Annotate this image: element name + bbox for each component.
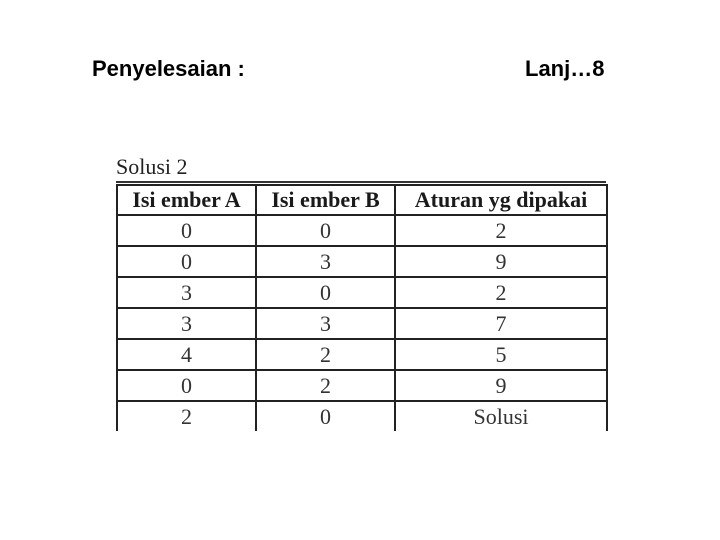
solution-caption: Solusi 2: [116, 154, 188, 179]
table-row: [117, 246, 607, 277]
cell-bucket-b: 3: [256, 308, 395, 339]
caption-underline: [116, 181, 606, 183]
cell-rule-used: 2: [395, 215, 607, 246]
table-row: [117, 277, 607, 308]
cell-bucket-a: 4: [117, 339, 256, 370]
table-header-row: [117, 185, 607, 215]
cell-bucket-b: 3: [256, 246, 395, 277]
cell-rule-used: 9: [395, 246, 607, 277]
cell-rule-used: 7: [395, 308, 607, 339]
solution-table: [116, 184, 608, 431]
column-header-bucket-b: Isi ember B: [256, 185, 395, 215]
cell-bucket-a: 3: [117, 277, 256, 308]
table-row: [117, 308, 607, 339]
cell-bucket-b: 2: [256, 370, 395, 401]
cell-bucket-b: 0: [256, 215, 395, 246]
column-header-bucket-a: Isi ember A: [117, 185, 256, 215]
table-row: [117, 339, 607, 370]
cell-rule-used: Solusi: [395, 401, 607, 431]
column-header-rule-used: Aturan yg dipakai: [395, 185, 607, 215]
cell-bucket-b: 0: [256, 401, 395, 431]
slide-title: Penyelesaian :: [92, 56, 245, 81]
slide-continuation-label: Lanj…8: [525, 56, 605, 81]
cell-bucket-b: 2: [256, 339, 395, 370]
cell-rule-used: 2: [395, 277, 607, 308]
table-row: [117, 370, 607, 401]
cell-rule-used: 5: [395, 339, 607, 370]
cell-bucket-a: 0: [117, 246, 256, 277]
cell-rule-used: 9: [395, 370, 607, 401]
table-row: [117, 215, 607, 246]
cell-bucket-a: 0: [117, 215, 256, 246]
table-row: [117, 401, 607, 431]
cell-bucket-a: 2: [117, 401, 256, 431]
cell-bucket-b: 0: [256, 277, 395, 308]
cell-bucket-a: 3: [117, 308, 256, 339]
cell-bucket-a: 0: [117, 370, 256, 401]
